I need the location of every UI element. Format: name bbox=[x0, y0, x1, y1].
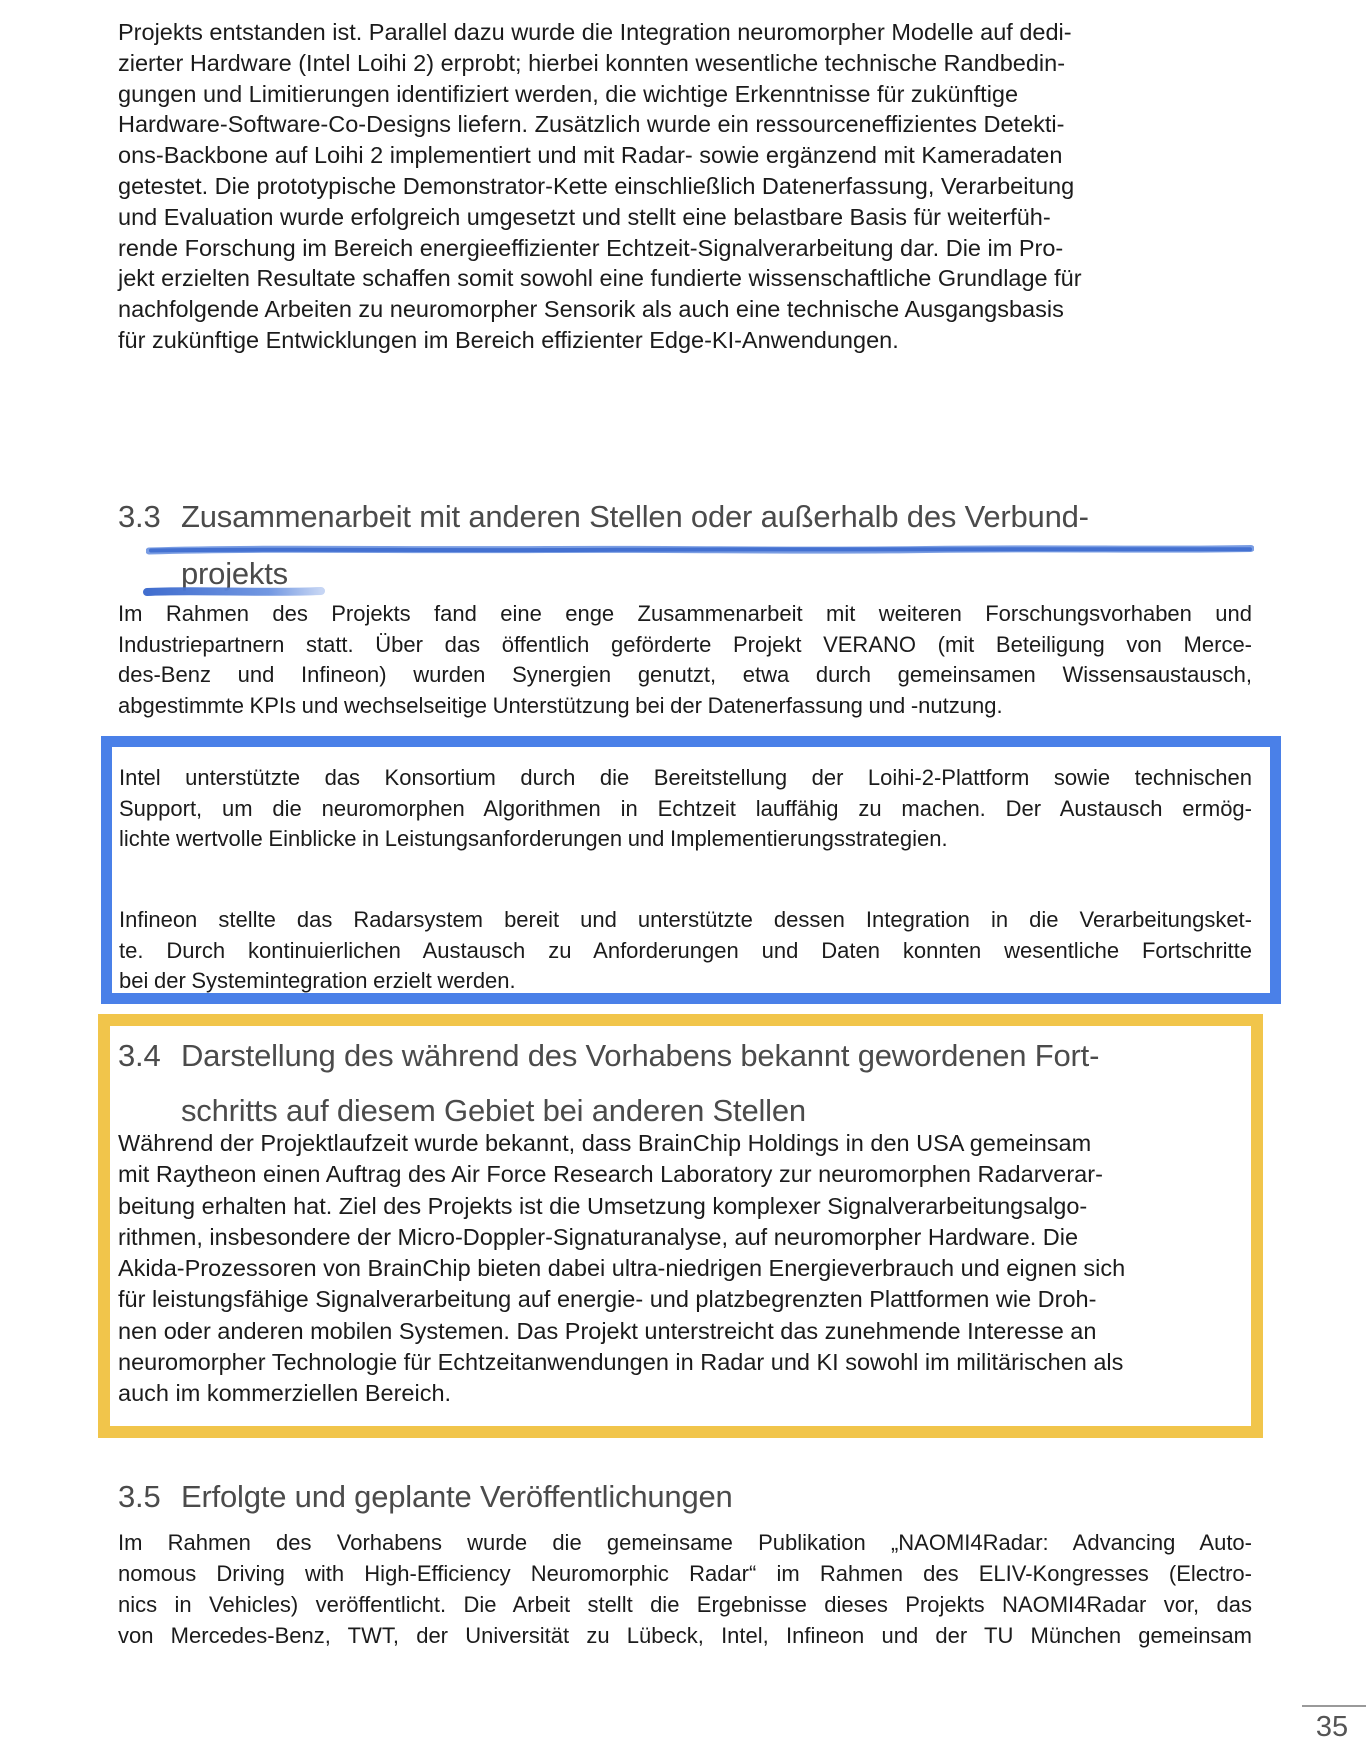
paragraph-line: lichte wertvolle Einblicke in Leistungsanforderungen und Implementierungsstrategien. bbox=[119, 826, 948, 851]
paragraph-line: abgestimmte KPIs und wechselseitige Unterstützung bei der Datenerfassung und -nutzung. bbox=[118, 692, 1003, 718]
paragraph-line: für zukünftige Entwicklungen im Bereich effizienter Edge-KI-Anwendungen. bbox=[118, 326, 899, 353]
paragraph-line: von Mercedes-Benz, TWT, der Universität zu Lübeck, Intel, Infineon und der TU München gemeinsam bbox=[118, 1623, 1252, 1648]
section-3-5-heading bbox=[118, 1477, 733, 1517]
paragraph-line: Support, um die neuromorphen Algorithmen in Echtzeit lauffähig zu machen. Der Austausch ermög- bbox=[119, 795, 1252, 821]
paragraph-line: nomous Driving with High-Efficiency Neuromorphic Radar“ im Rahmen des ELIV-Kongresses (Electro- bbox=[118, 1561, 1252, 1586]
intro-paragraph bbox=[118, 17, 1278, 356]
paragraph-line: des-Benz und Infineon) wurden Synergien genutzt, etwa durch gemeinsamen Wissensaustausch, bbox=[118, 662, 1252, 687]
paragraph-line: nachfolgende Arbeiten zu neuromorpher Sensorik als auch eine technische Ausgangsbasis bbox=[118, 296, 1064, 323]
paragraph-line: rithmen, insbesondere der Micro-Doppler-Signaturanalyse, auf neuromorpher Hardware. Die bbox=[118, 1223, 1079, 1250]
section-3-5-number: 3.5 bbox=[118, 1479, 161, 1514]
paragraph-line: Im Rahmen des Projekts fand eine enge Zusammenarbeit mit weiteren Forschungsvorhaben und bbox=[118, 601, 1252, 626]
paragraph-line: ons-Backbone auf Loihi 2 implementiert und mit Radar- sowie ergänzend mit Kameradaten bbox=[118, 142, 1063, 169]
paragraph-line: Projekts entstanden ist. Parallel dazu wurde die Integration neuromorpher Modelle auf dedi- bbox=[118, 19, 1072, 45]
blue-box-paragraph-infineon bbox=[119, 905, 1252, 997]
paragraph-line: nics in Vehicles) veröffentlicht. Die Arbeit stellt die Ergebnisse dieses Projekts NAOMI4Radar vor, das bbox=[118, 1592, 1252, 1617]
page-number: 35 bbox=[1315, 1711, 1349, 1743]
paragraph-line: Im Rahmen des Vorhabens wurde die gemeinsame Publikation „NAOMI4Radar: Advancing Auto- bbox=[118, 1530, 1252, 1555]
section-3-3-paragraph bbox=[118, 599, 1252, 721]
section-3-5-title: Erfolgte und geplante Veröffentlichungen bbox=[181, 1479, 733, 1514]
paragraph-line: gungen und Limitierungen identifiziert werden, die wichtige Erkenntnisse für zukünftige bbox=[118, 80, 1019, 107]
paragraph-line: auch im kommerziellen Bereich. bbox=[118, 1380, 452, 1407]
paragraph-line: getestet. Die prototypische Demonstrator-Kette einschließlich Datenerfassung, Verarbeitung bbox=[118, 172, 1075, 199]
paragraph-line: Während der Projektlaufzeit wurde bekannt, dass BrainChip Holdings in den USA gemeinsam bbox=[118, 1130, 1092, 1156]
section-3-3-title-line2: projekts bbox=[181, 556, 288, 591]
section-3-5-paragraph bbox=[118, 1527, 1252, 1651]
blue-marker-underline bbox=[146, 543, 1254, 556]
paragraph-line: Infineon stellte das Radarsystem bereit und unterstützte dessen Integration in die Verarbeitungsket- bbox=[119, 907, 1252, 932]
section-3-4-heading bbox=[118, 1036, 1099, 1076]
section-3-3-title-line1: Zusammenarbeit mit anderen Stellen oder außerhalb des Verbund- bbox=[181, 499, 1089, 534]
section-3-4-paragraph bbox=[118, 1128, 1258, 1410]
paragraph-line: bei der Systemintegration erzielt werden. bbox=[119, 968, 516, 993]
section-3-3-number: 3.3 bbox=[118, 499, 161, 534]
paragraph-line: te. Durch kontinuierlichen Austausch zu Anforderungen und Daten konnten wesentliche Fortschritte bbox=[119, 937, 1252, 963]
blue-marker-underline-short bbox=[143, 586, 325, 598]
paragraph-line: nen oder anderen mobilen Systemen. Das Projekt unterstreicht das zunehmende Interesse an bbox=[118, 1317, 1097, 1344]
blue-box-paragraph-intel bbox=[119, 763, 1252, 855]
section-3-4-number: 3.4 bbox=[118, 1038, 161, 1073]
section-3-4-title-line2: schritts auf diesem Gebiet bei anderen Stellen bbox=[181, 1093, 806, 1128]
paragraph-line: Akida-Prozessoren von BrainChip bieten dabei ultra-niedrigen Energieverbrauch und eignen sich bbox=[118, 1255, 1126, 1282]
paragraph-line: Industriepartnern statt. Über das öffentlich geförderte Projekt VERANO (mit Beteiligung von Merce- bbox=[118, 631, 1252, 657]
footer-divider bbox=[1302, 1705, 1366, 1707]
paragraph-line: jekt erzielten Resultate schaffen somit sowohl eine fundierte wissenschaftliche Grundlage für bbox=[118, 265, 1082, 292]
paragraph-line: rende Forschung im Bereich energieeffizienter Echtzeit-Signalverarbeitung dar. Die im Pro- bbox=[118, 234, 1064, 261]
paragraph-line: zierter Hardware (Intel Loihi 2) erprobt; hierbei konnten wesentliche technische Randbedin- bbox=[118, 49, 1066, 76]
paragraph-line: und Evaluation wurde erfolgreich umgesetzt und stellt eine belastbare Basis für weiterfüh- bbox=[118, 203, 1051, 230]
paragraph-line: neuromorpher Technologie für Echtzeitanwendungen in Radar und KI sowohl im militärischen als bbox=[118, 1349, 1124, 1376]
section-3-3-heading bbox=[118, 497, 1089, 537]
paragraph-line: Hardware-Software-Co-Designs liefern. Zusätzlich wurde ein ressourceneffizientes Detekti- bbox=[118, 111, 1065, 138]
paragraph-line: für leistungsfähige Signalverarbeitung auf energie- und platzbegrenzten Plattformen wie Droh- bbox=[118, 1286, 1097, 1313]
paragraph-line: mit Raytheon einen Auftrag des Air Force Research Laboratory zur neuromorphen Radarverar- bbox=[118, 1161, 1103, 1188]
section-3-4-title-line1: Darstellung des während des Vorhabens bekannt gewordenen Fort- bbox=[181, 1038, 1100, 1073]
paragraph-line: Intel unterstützte das Konsortium durch die Bereitstellung der Loihi-2-Plattform sowie technischen bbox=[119, 765, 1252, 790]
paragraph-line: beitung erhalten hat. Ziel des Projekts ist die Umsetzung komplexer Signalverarbeitungsalgo- bbox=[118, 1192, 1088, 1219]
